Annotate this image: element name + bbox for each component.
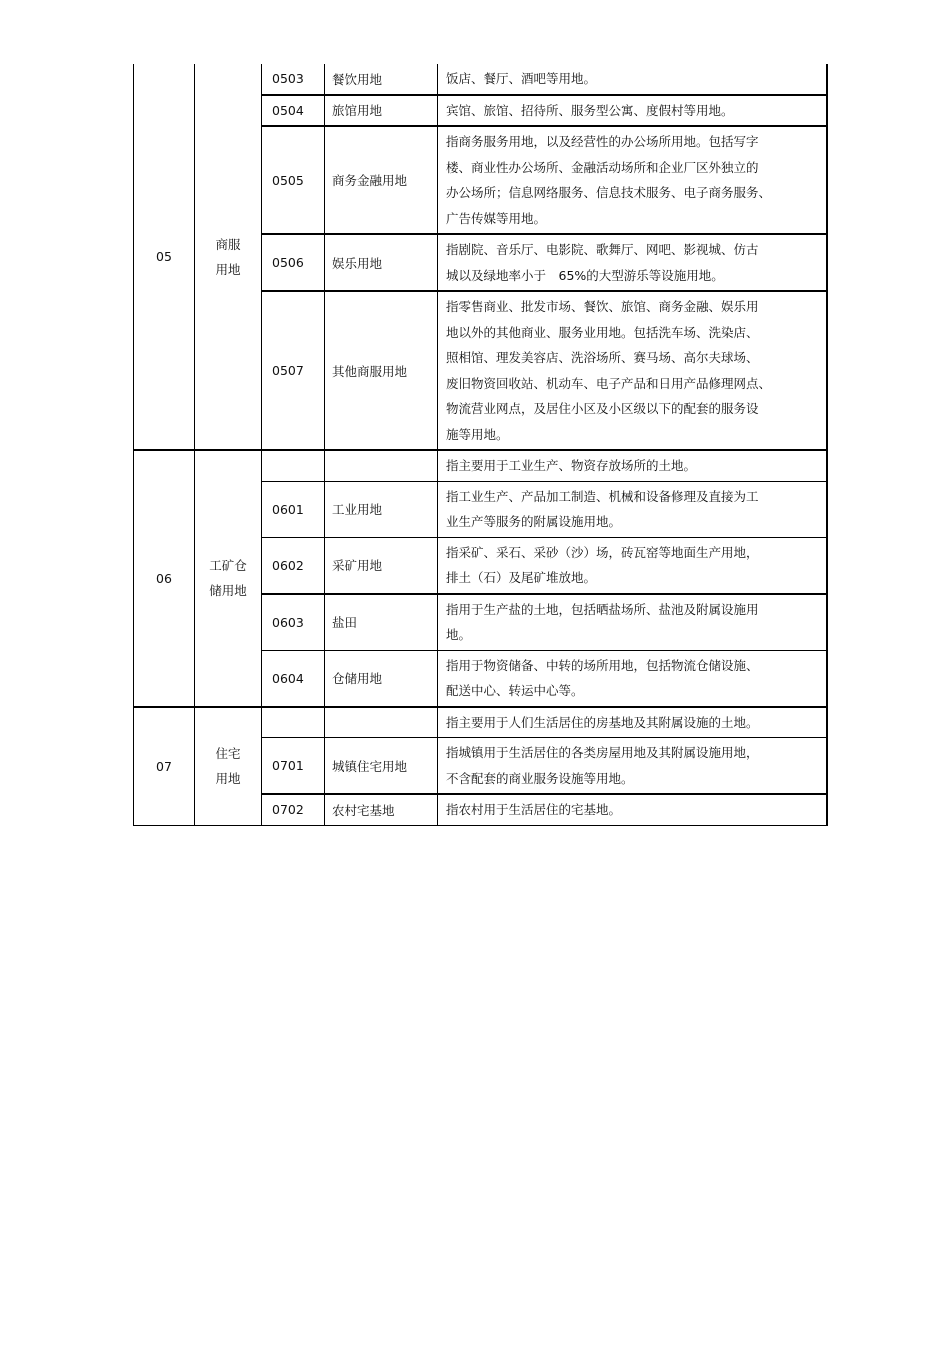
table-row	[134, 64, 827, 95]
description-text: 指农村用于生活居住的宅基地。	[446, 802, 622, 817]
sub-category-description	[438, 537, 827, 594]
sub-category-description	[438, 650, 827, 707]
description-text: 宾馆、旅馆、招待所、服务型公寓、度假村等用地。	[446, 102, 734, 118]
sub-category-name: 仓储用地	[325, 650, 438, 707]
major-category-name-line: 用地	[215, 771, 241, 786]
sub-category-code: 0601	[262, 481, 325, 537]
table-row	[134, 450, 827, 481]
sub-category-description	[438, 64, 827, 95]
description-text: 指商务服务用地，以及经营性的办公场所用地。包括写字 楼、商业性办公场所、金融活动场所和企业厂区外独立的 办公场所；信息网络服务、信息技术服务、电子商务服务、 广告传媒等用地。	[446, 134, 772, 226]
major-category-name	[195, 450, 262, 707]
sub-category-name: 餐饮用地	[325, 64, 438, 95]
sub-category-description	[438, 450, 827, 481]
sub-category-description	[438, 291, 827, 450]
sub-category-code: 0701	[262, 738, 325, 795]
sub-category-description	[438, 481, 827, 537]
sub-category-code: 0602	[262, 537, 325, 594]
sub-category-code: 0504	[262, 95, 325, 127]
major-category-name	[195, 64, 262, 450]
sub-category-description	[438, 126, 827, 234]
major-category-name-line: 住宅	[215, 746, 241, 761]
sub-category-description	[438, 95, 827, 127]
sub-category-name: 盐田	[325, 594, 438, 651]
sub-category-name: 娱乐用地	[325, 234, 438, 291]
sub-category-code: 0702	[262, 794, 325, 825]
sub-category-code	[262, 450, 325, 481]
sub-category-description	[438, 234, 827, 291]
major-category-code: 05	[134, 64, 195, 450]
major-category-name-line: 工矿仓	[209, 558, 247, 574]
sub-category-description	[438, 794, 827, 825]
land-use-classification-table	[133, 64, 828, 826]
description-text: 指采矿、采石、采砂（沙）场，砖瓦窑等地面生产用地， 排土（石）及尾矿堆放地。	[446, 544, 759, 585]
sub-category-code: 0505	[262, 126, 325, 234]
sub-category-description	[438, 707, 827, 738]
sub-category-name: 商务金融用地	[325, 126, 438, 234]
major-category-name-line: 储用地	[209, 583, 247, 599]
description-text: 指剧院、音乐厅、电影院、歌舞厅、网吧、影视城、仿古 城以及绿地率小于 65%的大型游乐等设施用地。	[446, 242, 759, 283]
sub-category-code: 0603	[262, 594, 325, 651]
sub-category-name: 农村宅基地	[325, 794, 438, 825]
sub-category-code	[262, 707, 325, 738]
major-category-code: 06	[134, 450, 195, 707]
table-row	[134, 707, 827, 738]
sub-category-name: 城镇住宅用地	[325, 738, 438, 795]
sub-category-name: 其他商服用地	[325, 291, 438, 450]
description-text: 指用于物资储备、中转的场所用地，包括物流仓储设施、 配送中心、转运中心等。	[446, 657, 759, 698]
description-text: 指用于生产盐的土地，包括晒盐场所、盐池及附属设施用 地。	[446, 601, 759, 642]
sub-category-code: 0503	[262, 64, 325, 95]
description-text: 指零售商业、批发市场、餐饮、旅馆、商务金融、娱乐用 地以外的其他商业、服务业用地。包括洗车场、洗染店、 照相馆、理发美容店、洗浴场所、赛马场、高尔夫球场、 废旧物资回收站、机动车、电子产品和日用产品修理网点、 物流营业网点，及居住小区及小区级以下的配套的服务设 施等用地。	[446, 299, 772, 442]
description-text: 指城镇用于生活居住的各类房屋用地及其附属设施用地， 不含配套的商业服务设施等用地。	[446, 745, 759, 786]
sub-category-name	[325, 450, 438, 481]
description-text: 指工业生产、产品加工制造、机械和设备修理及直接为工 业生产等服务的附属设施用地。	[446, 488, 759, 529]
major-category-name-line: 用地	[215, 261, 241, 277]
major-category-code: 07	[134, 707, 195, 826]
major-category-name	[195, 707, 262, 826]
sub-category-name: 旅馆用地	[325, 95, 438, 127]
sub-category-name	[325, 707, 438, 738]
sub-category-description	[438, 594, 827, 651]
sub-category-description	[438, 738, 827, 795]
sub-category-code: 0506	[262, 234, 325, 291]
description-text: 指主要用于工业生产、物资存放场所的土地。	[446, 458, 697, 473]
sub-category-code: 0507	[262, 291, 325, 450]
description-text: 饭店、餐厅、酒吧等用地。	[446, 71, 597, 86]
sub-category-name: 采矿用地	[325, 537, 438, 594]
sub-category-name: 工业用地	[325, 481, 438, 537]
description-text: 指主要用于人们生活居住的房基地及其附属设施的土地。	[446, 714, 759, 730]
major-category-name-line: 商服	[215, 236, 241, 252]
sub-category-code: 0604	[262, 650, 325, 707]
